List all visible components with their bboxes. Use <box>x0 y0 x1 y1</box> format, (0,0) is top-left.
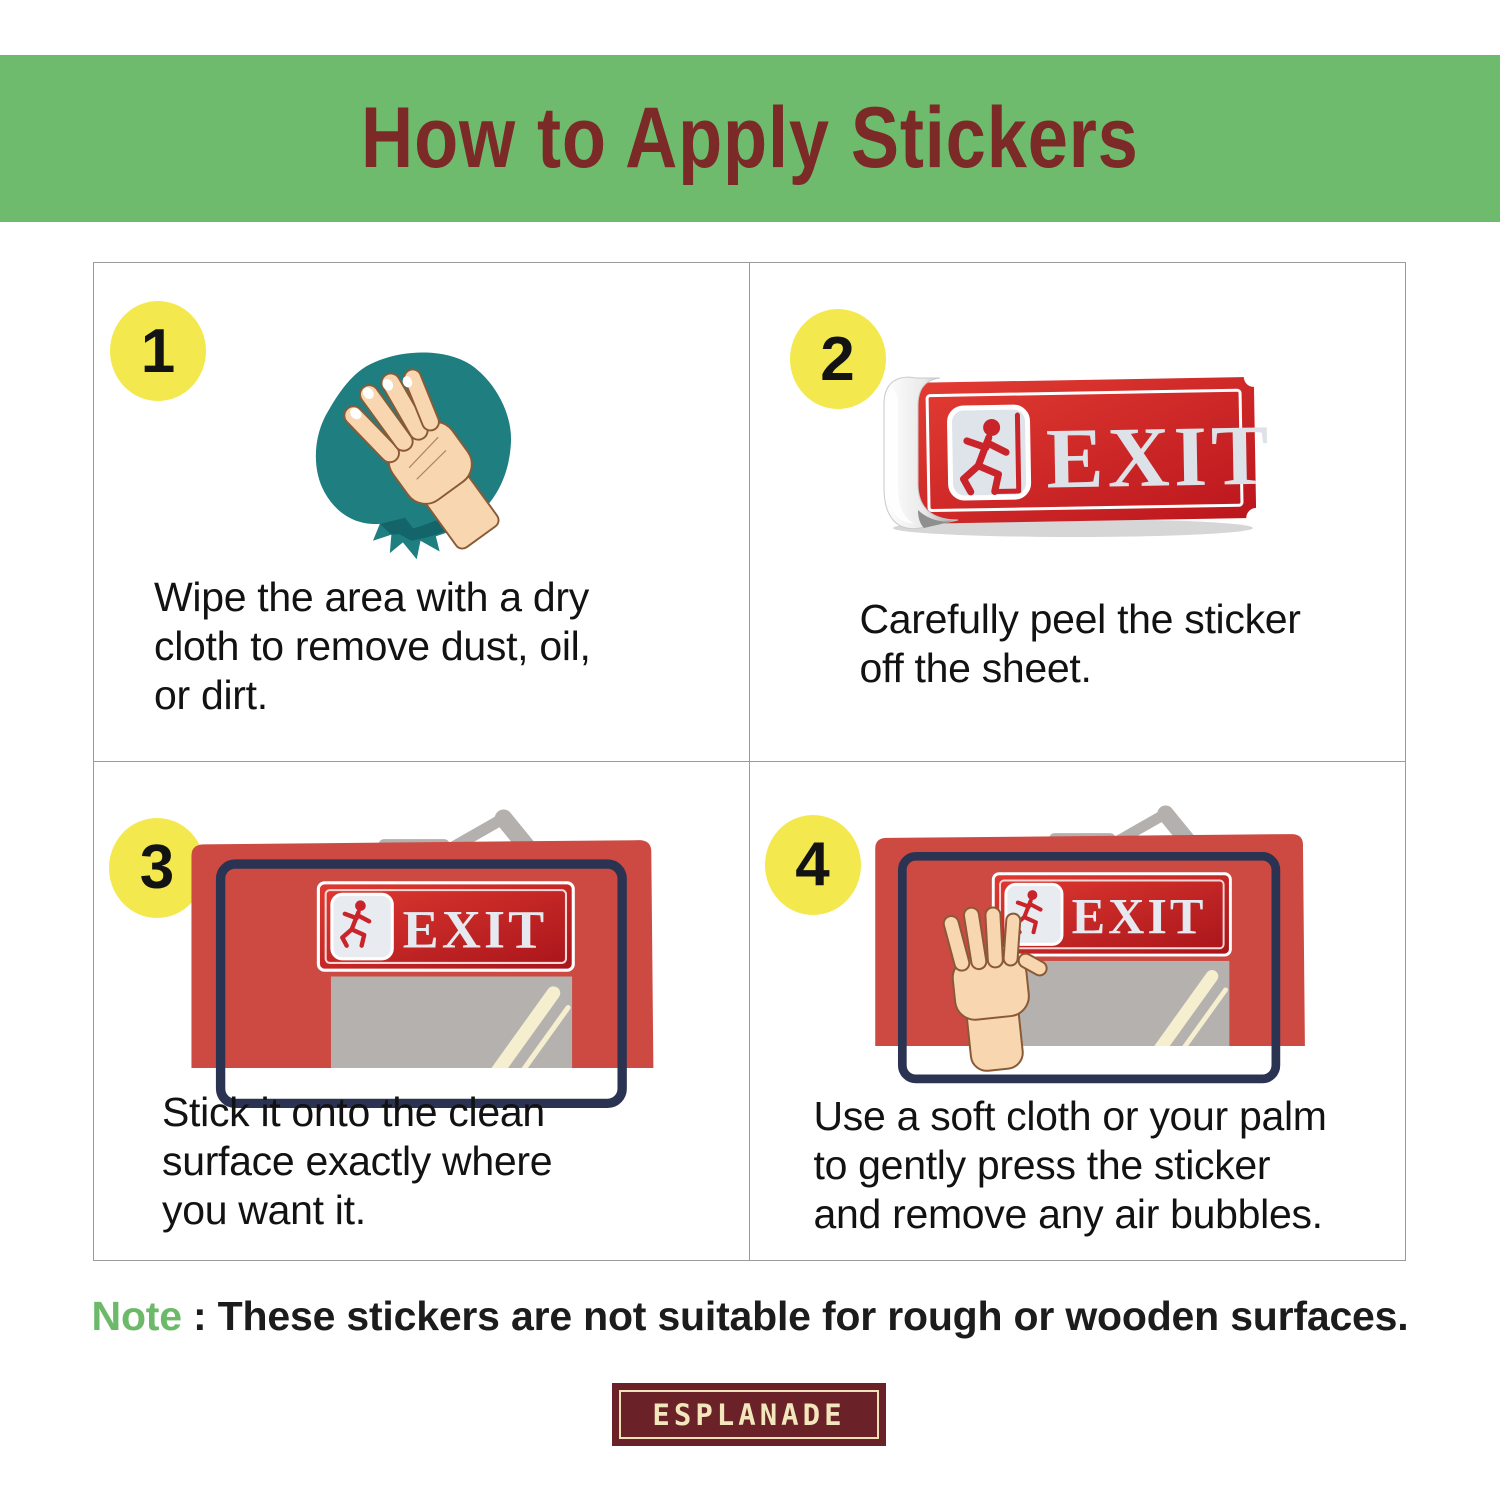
step-1-caption <box>154 573 591 720</box>
peeling-exit-sticker-icon <box>858 368 1273 563</box>
step-1-badge: 1 <box>110 301 206 401</box>
page-title: How to Apply Stickers <box>361 90 1139 186</box>
caption-line: you want it. <box>162 1186 366 1233</box>
brand-logo <box>612 1383 886 1446</box>
step-2-panel <box>749 262 1406 762</box>
small-exit-sticker <box>318 882 573 969</box>
wipe-cloth-hand-icon <box>244 343 574 573</box>
caption-line: surface exactly where <box>162 1137 553 1184</box>
caption-line: cloth to remove dust, oil, <box>154 623 591 669</box>
caption-line: and remove any air bubbles. <box>813 1190 1323 1237</box>
step-2-badge: 2 <box>790 309 886 409</box>
caption-line: Wipe the area with a dry <box>154 574 589 620</box>
step-3-caption <box>162 1088 552 1235</box>
logo-frame <box>619 1390 879 1439</box>
caption-line: Carefully peel the sticker <box>859 596 1301 642</box>
note-text <box>0 1293 1500 1340</box>
note-label: Note <box>91 1293 182 1339</box>
exit-text: EXIT <box>402 898 548 959</box>
step-4-panel <box>749 761 1406 1261</box>
window <box>331 976 572 1074</box>
cabinet-with-sticker-icon <box>182 810 667 1068</box>
header-band <box>0 55 1500 222</box>
step-3-badge: 3 <box>109 818 205 918</box>
logo-text: ESPLANADE <box>652 1397 846 1432</box>
caption-line: or dirt. <box>154 672 268 718</box>
exit-text: EXIT <box>1071 888 1206 945</box>
step-1-panel <box>93 262 750 762</box>
step-3-panel <box>93 761 750 1261</box>
step-4-caption <box>814 1092 1327 1239</box>
caption-line: Stick it onto the clean <box>162 1088 545 1135</box>
exit-text: EXIT <box>1044 406 1273 507</box>
step-4-badge: 4 <box>765 815 861 915</box>
caption-line: to gently press the sticker <box>813 1141 1271 1188</box>
step-2-caption <box>860 595 1301 693</box>
caption-line: Use a soft cloth or your palm <box>813 1092 1327 1139</box>
caption-line: off the sheet. <box>859 645 1092 691</box>
note-body: : These stickers are not suitable for rough or wooden surfaces. <box>181 1293 1409 1339</box>
pressing-hand-icon <box>932 904 1050 1074</box>
